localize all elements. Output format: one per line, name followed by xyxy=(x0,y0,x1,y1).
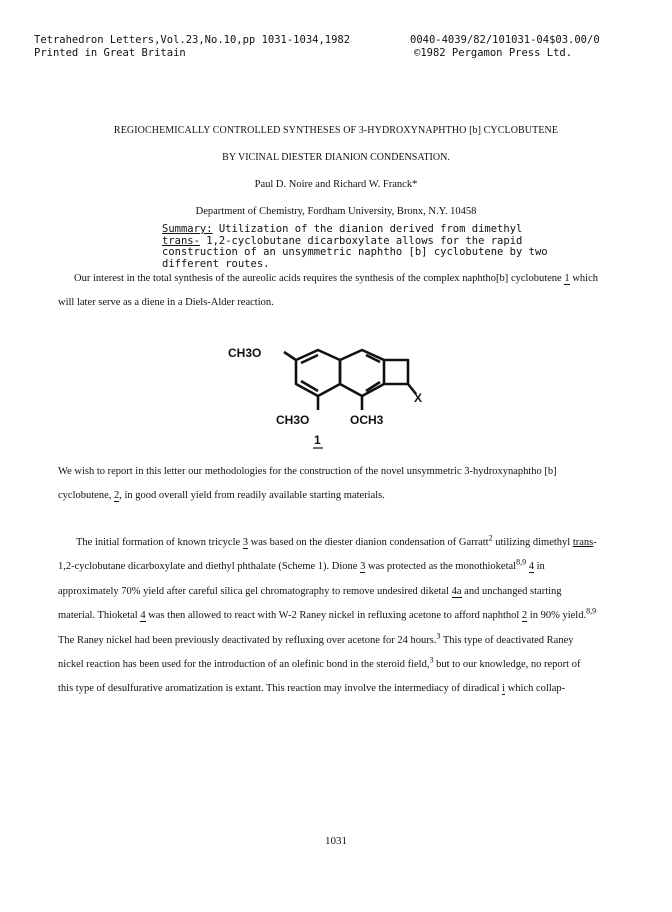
header-copyright: ©1982 Pergamon Press Ltd. xyxy=(414,47,573,59)
p3-text: -1,2-cyclobutane dicarboxylate and diethyl phthalate (Scheme 1). Dione xyxy=(58,537,597,573)
cyclobutene-ring xyxy=(384,360,408,384)
compound-ref-i: i xyxy=(502,683,506,695)
p3-text: was based on the diester dianion condensation of Garratt xyxy=(248,537,489,548)
paragraph-1 xyxy=(58,267,598,316)
p3-text: in 90% yield. xyxy=(527,610,587,622)
affiliation: Department of Chemistry, Fordham University, Bronx, N.Y. 10458 xyxy=(195,206,477,217)
compound-ref-1: 1 xyxy=(564,273,570,284)
right-aromatic-ring xyxy=(340,350,384,396)
copyright-header xyxy=(410,34,600,60)
header-citation: Tetrahedron Letters,Vol.23,No.10,pp 1031-1034,1982 xyxy=(34,34,351,46)
summary-text-b: 1,2-cyclobutane dicarboxylate allows for the rapid construction of an unsymmetric naphtho [b] cyclobutene by two different routes. xyxy=(162,234,548,270)
para1-text-a: Our interest in the total synthesis of the aureolic acids requires the synthesis of the complex naphtho[b] cyclobutene xyxy=(74,273,565,284)
p3-text: The initial formation of known tricycle xyxy=(76,537,243,548)
authors: Paul D. Noire and Richard W. Franck* xyxy=(254,179,418,190)
chemical-structure-1 xyxy=(226,340,426,452)
compound-ref-4: 4 xyxy=(140,610,146,622)
para1-text-b: which will later serve as a diene in a Diels-Alder reaction. xyxy=(58,273,599,309)
header-issn: 0040-4039/82/101031-04$03.00/0 xyxy=(410,34,600,46)
header-printed: Printed in Great Britain xyxy=(34,47,186,59)
p3-text: This type of deactivated Raney nickel reaction has been used for the introduction of an olefinic bond in the steroid field, xyxy=(58,634,574,671)
methoxy-bottom-right-label: OCH3 xyxy=(350,413,384,427)
paragraph-3 xyxy=(58,531,598,702)
compound-ref-2: 2 xyxy=(521,610,528,622)
para2-text-a: We wish to report in this letter our methodologies for the construction of the novel unsymmetric 3-hydroxynaphtho [b] cyclobutene, xyxy=(58,466,557,502)
compound-ref-4a: 4a xyxy=(451,585,462,597)
page-number: 1031 xyxy=(325,835,347,847)
substituent-x-label: X xyxy=(414,391,423,405)
compound-ref-3: 3 xyxy=(242,537,249,548)
p3-text: was then allowed to react with W-2 Raney nickel in refluxing acetone to afford naphthol xyxy=(145,610,522,622)
trans-underlined: trans xyxy=(572,537,594,548)
para2-text-b: , in good overall yield from readily available starting materials. xyxy=(119,490,385,502)
citation-ref: 3 xyxy=(436,631,441,641)
p3-text: utilizing dimethyl xyxy=(492,537,573,548)
p3-text: and unchanged starting material. Thioketal xyxy=(58,585,562,622)
summary xyxy=(162,224,562,270)
left-aromatic-ring xyxy=(296,350,340,396)
p3-text: The Raney nickel had been previously deactivated by refluxing over acetone for 24 hours. xyxy=(58,634,437,646)
citation-ref: 3 xyxy=(429,655,434,665)
p3-text: which collap- xyxy=(505,683,566,695)
methoxy-bottom-left-label: CH3O xyxy=(276,413,310,427)
summary-trans: trans- xyxy=(162,234,200,247)
summary-label: Summary: xyxy=(162,223,213,235)
title-line-2: BY VICINAL DIESTER DIANION CONDENSATION. xyxy=(222,152,450,163)
paragraph-2 xyxy=(58,460,598,509)
compound-number-label: 1 xyxy=(314,433,321,447)
p3-text: in approximately 70% yield after careful silica gel chromatography to remove undesired diketal xyxy=(58,561,545,597)
citation-ref: 8,9 xyxy=(586,606,597,616)
summary-text-a: Utilization of the dianion derived from dimethyl xyxy=(212,223,523,235)
p3-text: but to our knowledge, no report of this type of desulfurative aromatization is extant. This reaction may involve the intermediacy of diradical xyxy=(58,659,581,695)
compound-ref-2: 2 xyxy=(113,490,120,502)
citation-ref: 8,9 xyxy=(516,557,527,567)
citation-ref: 2 xyxy=(488,533,493,543)
compound-ref-3: 3 xyxy=(360,561,366,573)
journal-header xyxy=(34,34,350,60)
methoxy-top-label: CH3O xyxy=(228,346,262,360)
p3-text: was protected as the monothioketal xyxy=(365,561,517,573)
title-line-1: REGIOCHEMICALLY CONTROLLED SYNTHESES OF 3-HYDROXYNAPHTHO [b] CYCLOBUTENE xyxy=(113,125,559,136)
compound-ref-4: 4 xyxy=(528,561,534,573)
